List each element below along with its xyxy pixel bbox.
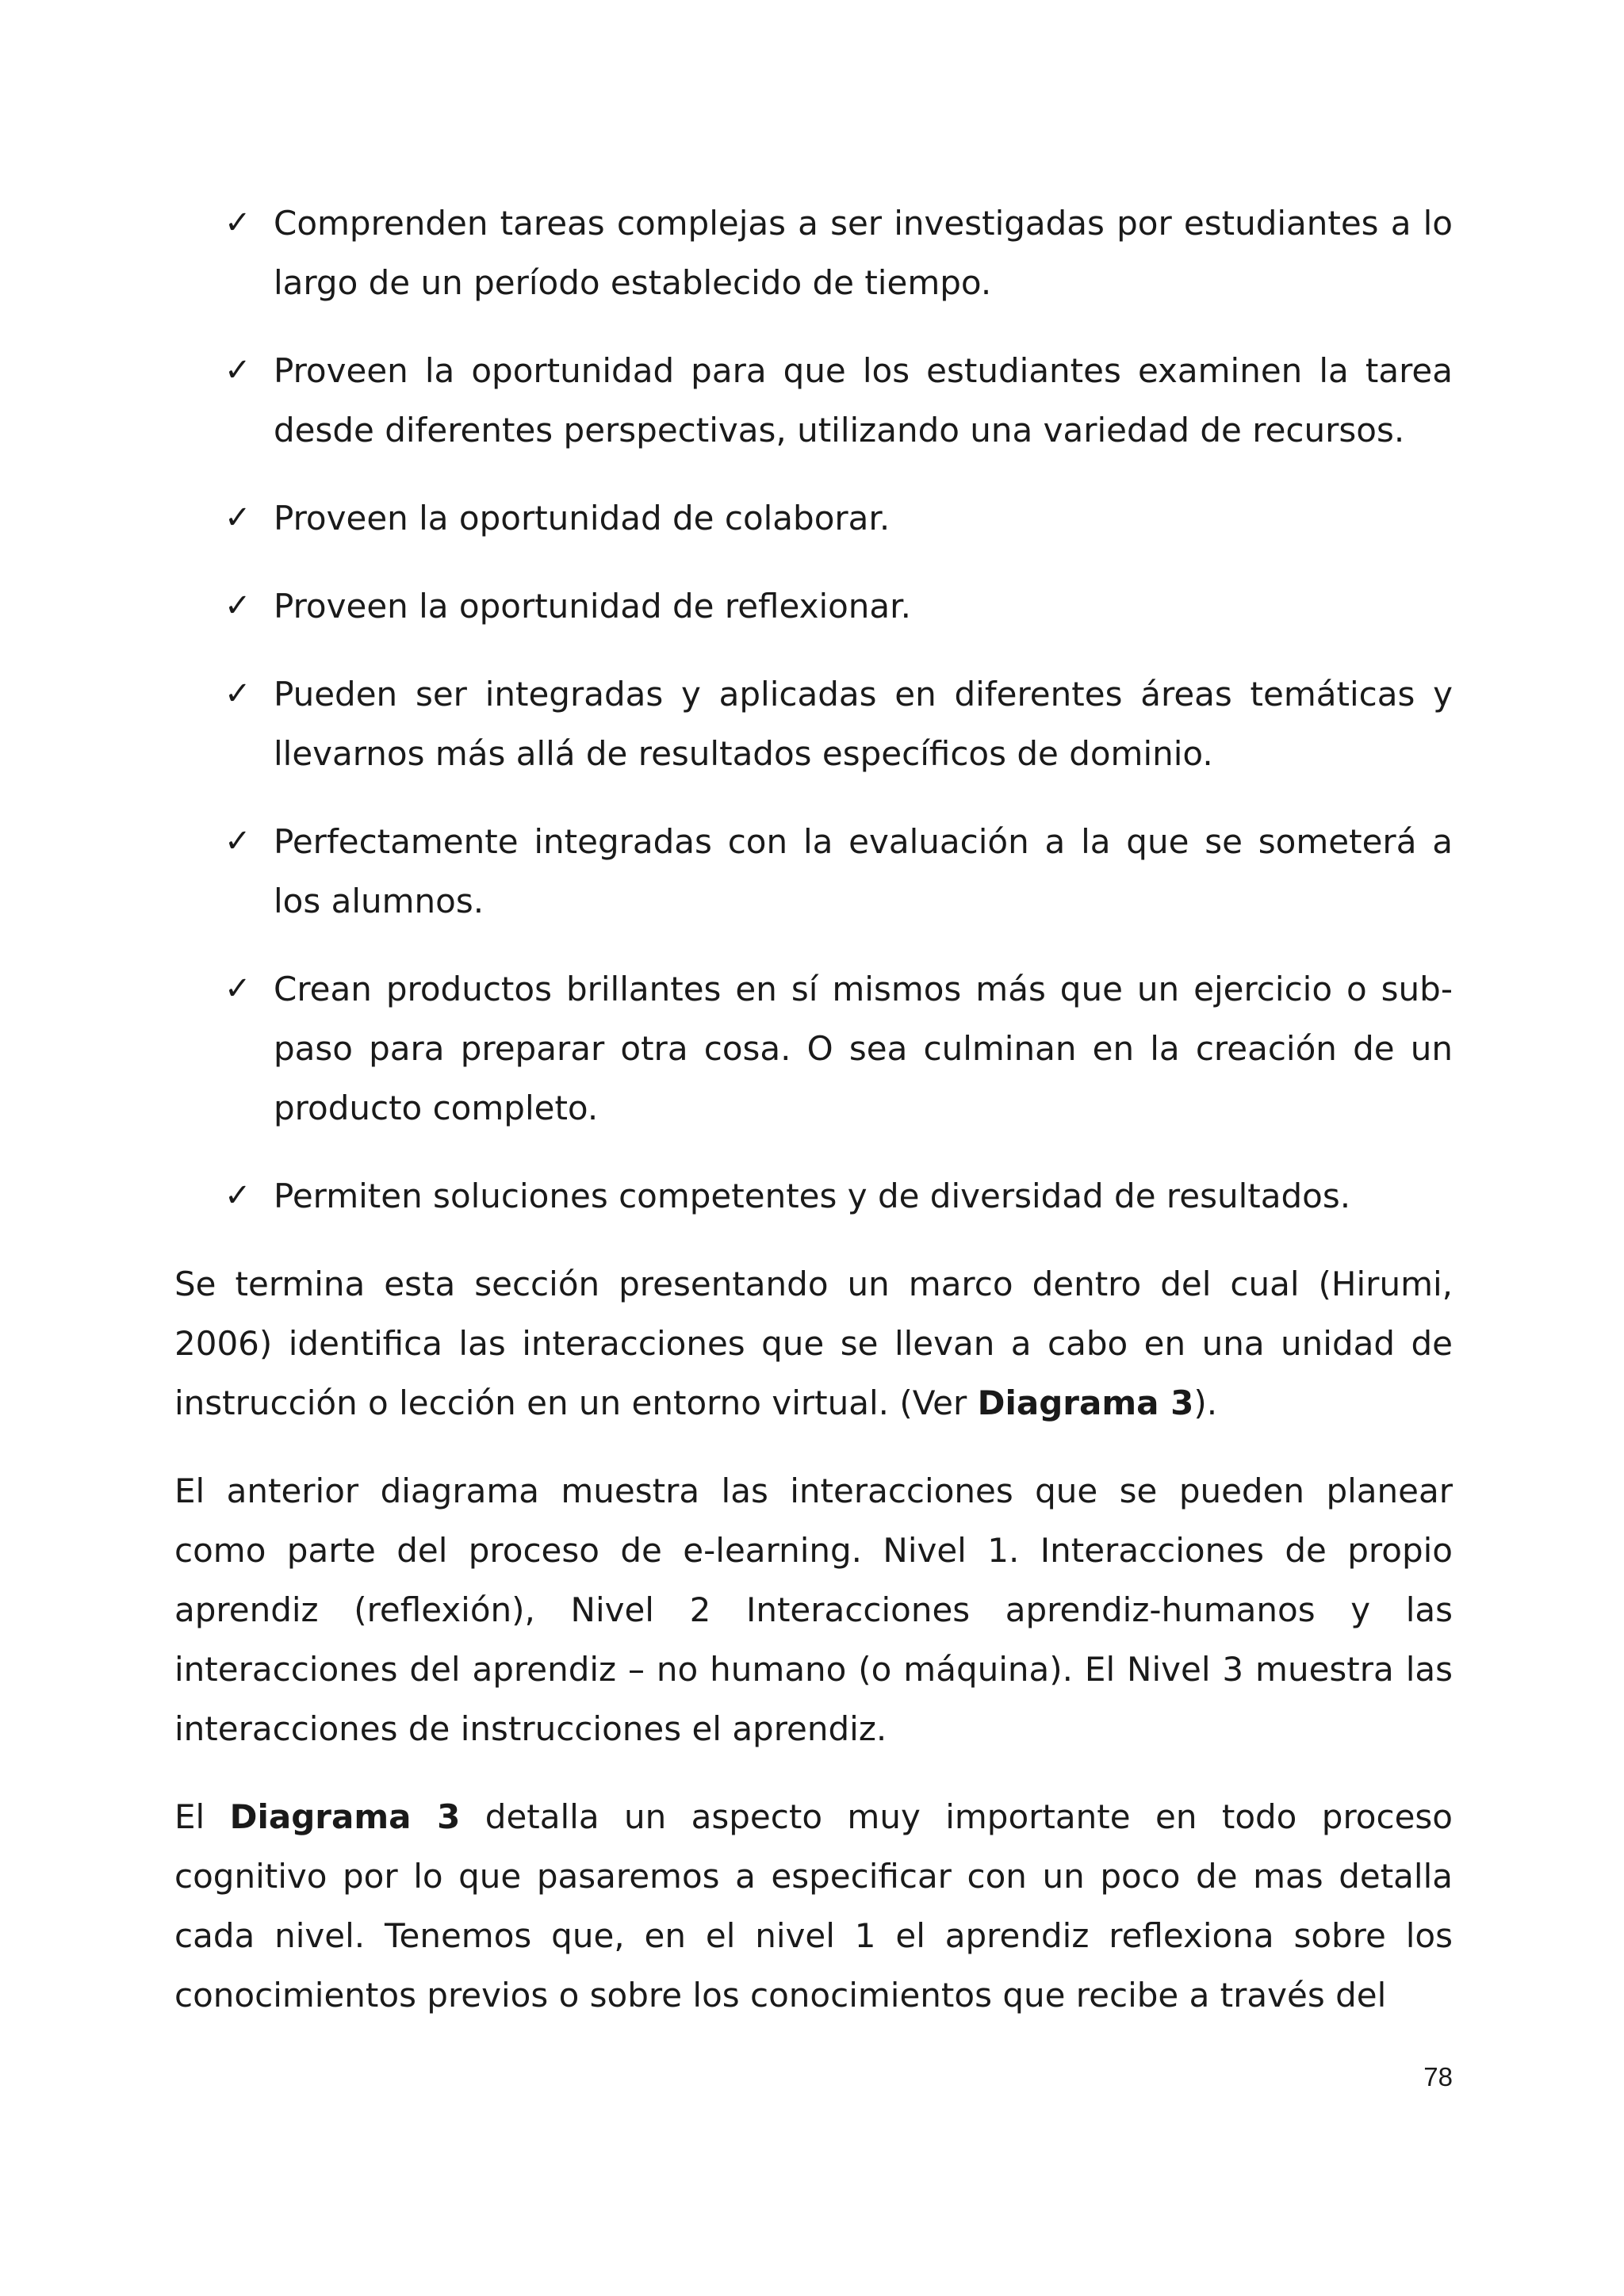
bullet-text: Perfectamente integradas con la evaluación a la que se someterá a los alumnos. — [274, 822, 1453, 920]
bullet-text: Proveen la oportunidad para que los estudiantes examinen la tarea desde diferentes perspectivas, utilizando una variedad de recursos. — [274, 351, 1453, 450]
bullet-item — [174, 576, 1453, 636]
bullet-text: Pueden ser integradas y aplicadas en diferentes áreas temáticas y llevarnos más allá de resultados específicos de dominio. — [274, 675, 1453, 773]
checkmark-icon: ✓ — [224, 587, 251, 624]
paragraph-text: detalla un aspecto muy importante en todo proceso cognitivo por lo que pasaremos a especificar con un poco de mas detalla cada nivel. Tenemos que, en el nivel 1 el aprendiz reflexiona sobre los conocimientos previos o sobre los conocimientos que recibe a través del — [174, 1797, 1454, 2015]
bullet-item — [174, 193, 1453, 312]
bullet-item — [174, 488, 1453, 548]
checkmark-icon: ✓ — [224, 499, 251, 536]
diagram-reference: Diagrama 3 — [977, 1383, 1194, 1422]
bullet-text: Crean productos brillantes en sí mismos más que un ejercicio o sub-paso para preparar otra cosa. O sea culminan en la creación de un producto completo. — [274, 970, 1453, 1127]
diagram-reference: Diagrama 3 — [229, 1797, 461, 1836]
bullet-item — [174, 664, 1453, 783]
bullet-text: Proveen la oportunidad de colaborar. — [274, 499, 891, 538]
bullet-text: Comprenden tareas complejas a ser investigadas por estudiantes a lo largo de un período establecido de tiempo. — [274, 204, 1453, 302]
checkmark-icon: ✓ — [224, 823, 251, 859]
paragraph-text: ). — [1193, 1383, 1218, 1422]
paragraph-text: Se termina esta sección presentando un marco dentro del cual (Hirumi, 2006) identifica las interacciones que se llevan a cabo en una unidad de instrucción o lección en un entorno virtual. (Ver — [174, 1265, 1453, 1422]
paragraph-hirumi — [174, 1254, 1453, 1433]
bullet-item — [174, 341, 1453, 460]
checkmark-icon: ✓ — [224, 205, 251, 241]
bullet-text: Proveen la oportunidad de reflexionar. — [274, 587, 911, 626]
checkmark-icon: ✓ — [224, 675, 251, 712]
paragraph-diagram-detail — [174, 1787, 1453, 2025]
paragraph-levels: El anterior diagrama muestra las interacciones que se pueden planear como parte del proceso de e-learning. Nivel 1. Interacciones de propio aprendiz (reflexión), Nivel 2 Interacciones aprendiz-humanos y las interacciones del aprendiz – no humano (o máquina). El Nivel 3 muestra las interacciones de instrucciones el aprendiz. — [174, 1471, 1453, 1748]
checkmark-icon: ✓ — [224, 970, 251, 1007]
bullet-item — [174, 812, 1453, 931]
bullet-text: Permiten soluciones competentes y de diversidad de resultados. — [274, 1177, 1351, 1215]
page-content — [174, 193, 1453, 2025]
paragraph-text: El — [174, 1797, 230, 1836]
page-number: 78 — [1423, 2062, 1453, 2091]
bullet-item — [174, 1166, 1453, 1226]
checkmark-icon: ✓ — [224, 1177, 251, 1214]
bullet-item — [174, 959, 1453, 1138]
checkmark-icon: ✓ — [224, 352, 251, 388]
